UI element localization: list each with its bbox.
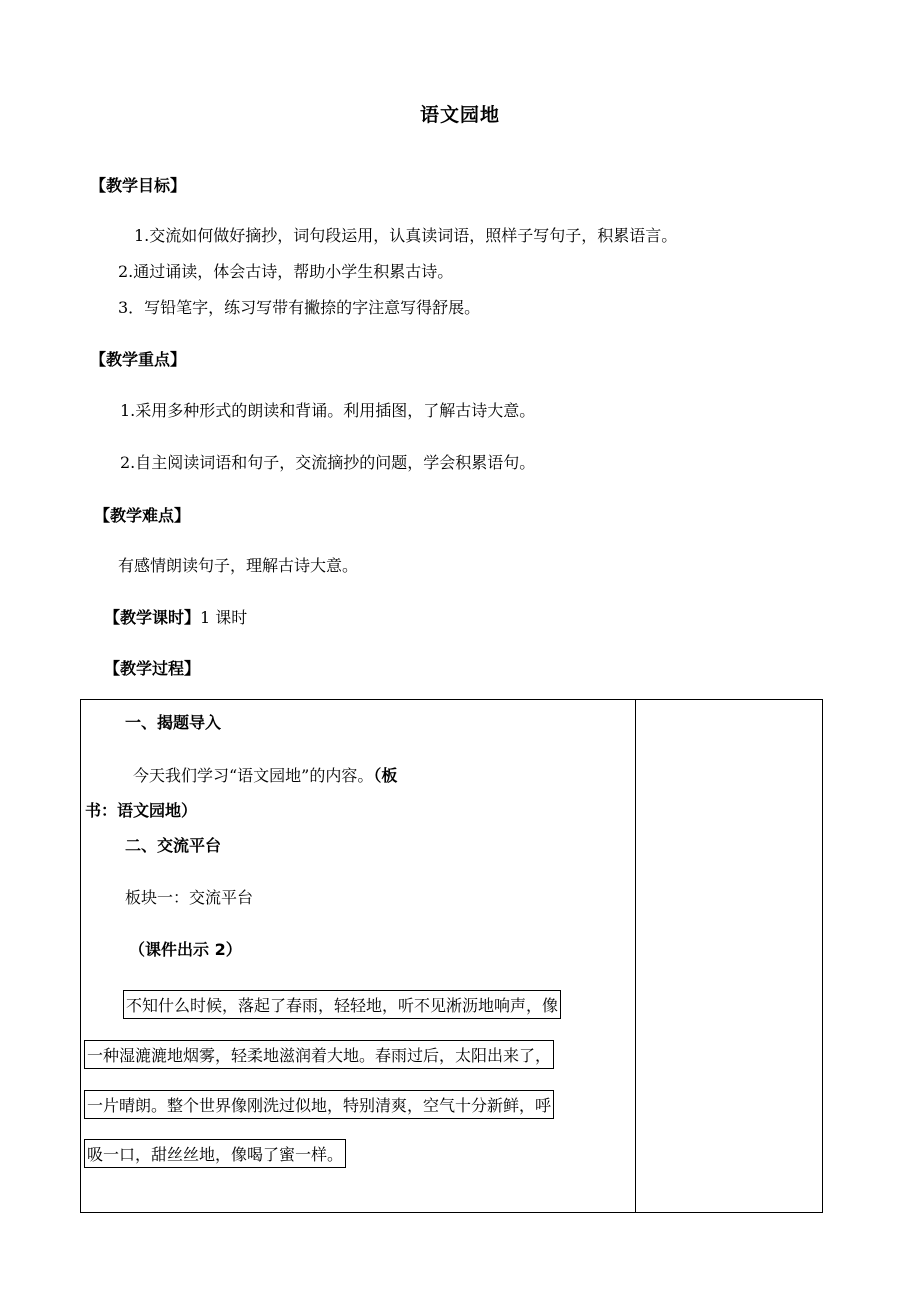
key-point-item: 2.自主阅读词语和句子，交流摘抄的问题，学会积累语句。: [120, 453, 536, 472]
section1-title: 一、揭题导入: [125, 713, 222, 732]
class-hours-value: 1 课时: [200, 608, 248, 627]
class-hours-heading: 【教学课时】: [104, 608, 201, 627]
difficulties-heading: 【教学难点】: [94, 506, 191, 525]
goal-item: 2.通过诵读，体会古诗，帮助小学生积累古诗。: [118, 262, 454, 281]
section2-title: 二、交流平台: [125, 836, 222, 855]
process-table: [80, 699, 823, 1213]
board-note: （板: [373, 766, 398, 785]
passage-line: 一种湿漉漉地烟雾，轻柔地滋润着大地。春雨过后，太阳出来了，: [84, 1040, 554, 1069]
section1-text: 今天我们学习“语文园地”的内容。: [133, 766, 374, 785]
process-heading: 【教学过程】: [104, 659, 201, 678]
key-points-heading: 【教学重点】: [90, 350, 187, 369]
page-title: 语文园地: [419, 104, 500, 126]
passage-line: 一片晴朗。整个世界像刚洗过似地，特别清爽，空气十分新鲜，呼: [84, 1090, 554, 1119]
passage-line: 吸一口，甜丝丝地，像喝了蜜一样。: [84, 1139, 346, 1168]
section1-line: [133, 763, 397, 786]
key-point-item: 1.采用多种形式的朗读和背诵。利用插图，了解古诗大意。: [120, 401, 536, 420]
difficulties-text: 有感情朗读句子，理解古诗大意。: [118, 556, 359, 575]
goal-item: 3．写铅笔字，练习写带有撇捺的字注意写得舒展。: [118, 298, 481, 317]
goals-heading: 【教学目标】: [90, 176, 187, 195]
class-hours-line: [104, 605, 247, 628]
passage-line: 不知什么时候，落起了春雨，轻轻地，听不见淅沥地响声，像: [123, 990, 561, 1019]
goal-item: 1.交流如何做好摘抄，词句段运用，认真读词语，照样子写句子，积累语言。: [134, 226, 678, 245]
table-column-divider: [635, 700, 636, 1212]
block-label: 板块一：交流平台: [125, 888, 254, 907]
board-note-continued: 书：语文园地）: [85, 801, 198, 820]
courseware-note: （课件出示 2）: [129, 940, 242, 959]
